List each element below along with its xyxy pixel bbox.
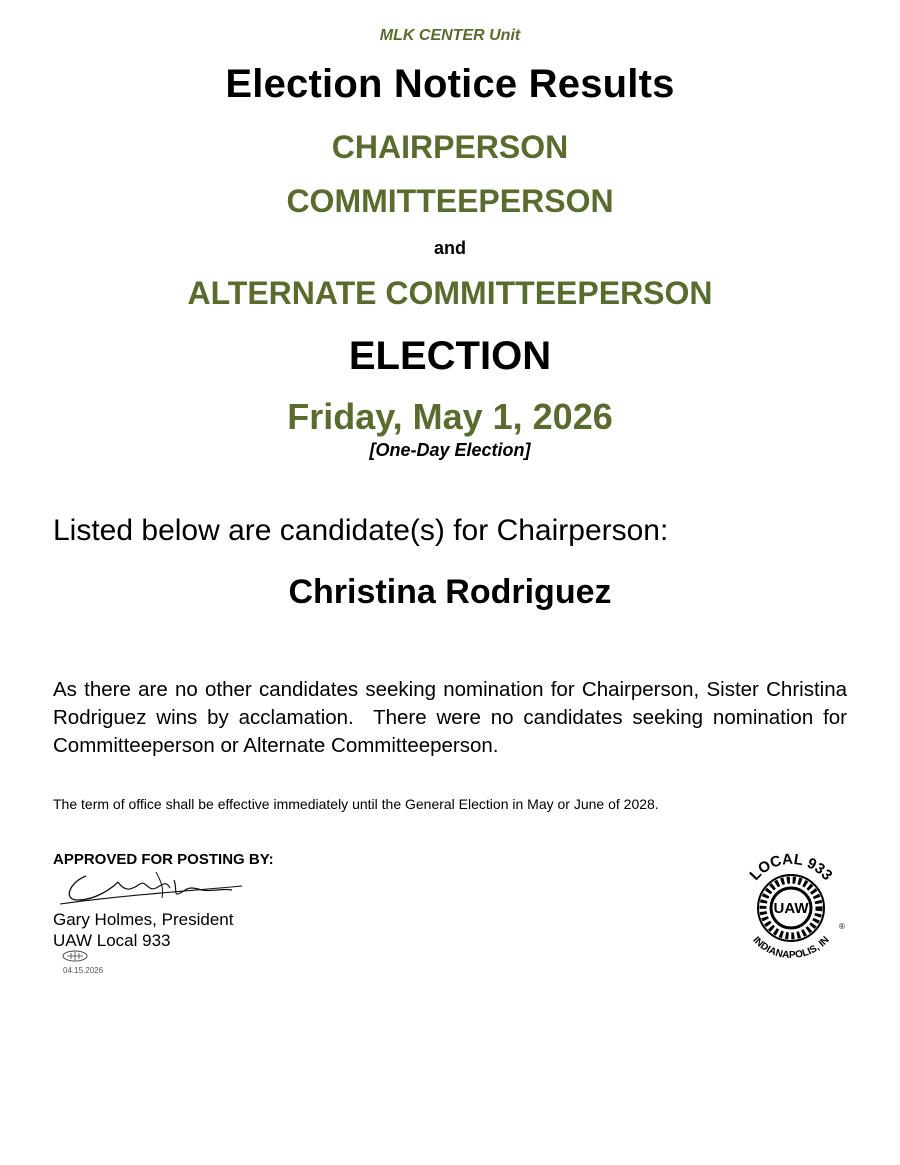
candidate-name: Christina Rodriguez — [288, 573, 612, 611]
signer-name-title: Gary Holmes, President — [53, 910, 234, 929]
election-label: ELECTION — [348, 334, 552, 378]
position-alternate-committeeperson: ALTERNATE COMMITTEEPERSON — [187, 275, 713, 311]
position-committeeperson: COMMITTEEPERSON — [286, 183, 614, 219]
term-statement: The term of office shall be effective immediately until the General Election in May or June of 2028. — [53, 796, 659, 812]
position-chairperson: CHAIRPERSON — [331, 129, 569, 165]
signer-organization: UAW Local 933 — [53, 931, 171, 950]
union-bug-icon — [62, 950, 88, 962]
result-paragraph: As there are no other candidates seeking nomination for Chairperson, Sister Christina Rodriguez wins by acclamation. There were no candidates seeking nomination for Committeeperson or Alternate Committeeperson. — [53, 678, 847, 757]
seal-top-text: LOCAL 933 — [746, 850, 836, 884]
election-note: [One-Day Election] — [369, 440, 531, 460]
election-date: Friday, May 1, 2026 — [287, 396, 613, 437]
approval-heading: APPROVED FOR POSTING BY: — [53, 851, 274, 868]
seal-center-text: UAW — [773, 900, 809, 917]
conjunction-and: and — [433, 238, 466, 258]
seal-bottom-text: INDIANAPOLIS, IN — [750, 934, 832, 962]
page-title: Election Notice Results — [225, 62, 675, 106]
approval-date: 04.15.2026 — [63, 966, 104, 975]
uaw-local-933-seal — [728, 845, 854, 971]
president-signature — [56, 866, 246, 910]
candidates-intro: Listed below are candidate(s) for Chairperson: — [53, 514, 669, 547]
seal-registered-mark: ® — [839, 922, 845, 931]
unit-name: MLK CENTER Unit — [379, 27, 521, 44]
